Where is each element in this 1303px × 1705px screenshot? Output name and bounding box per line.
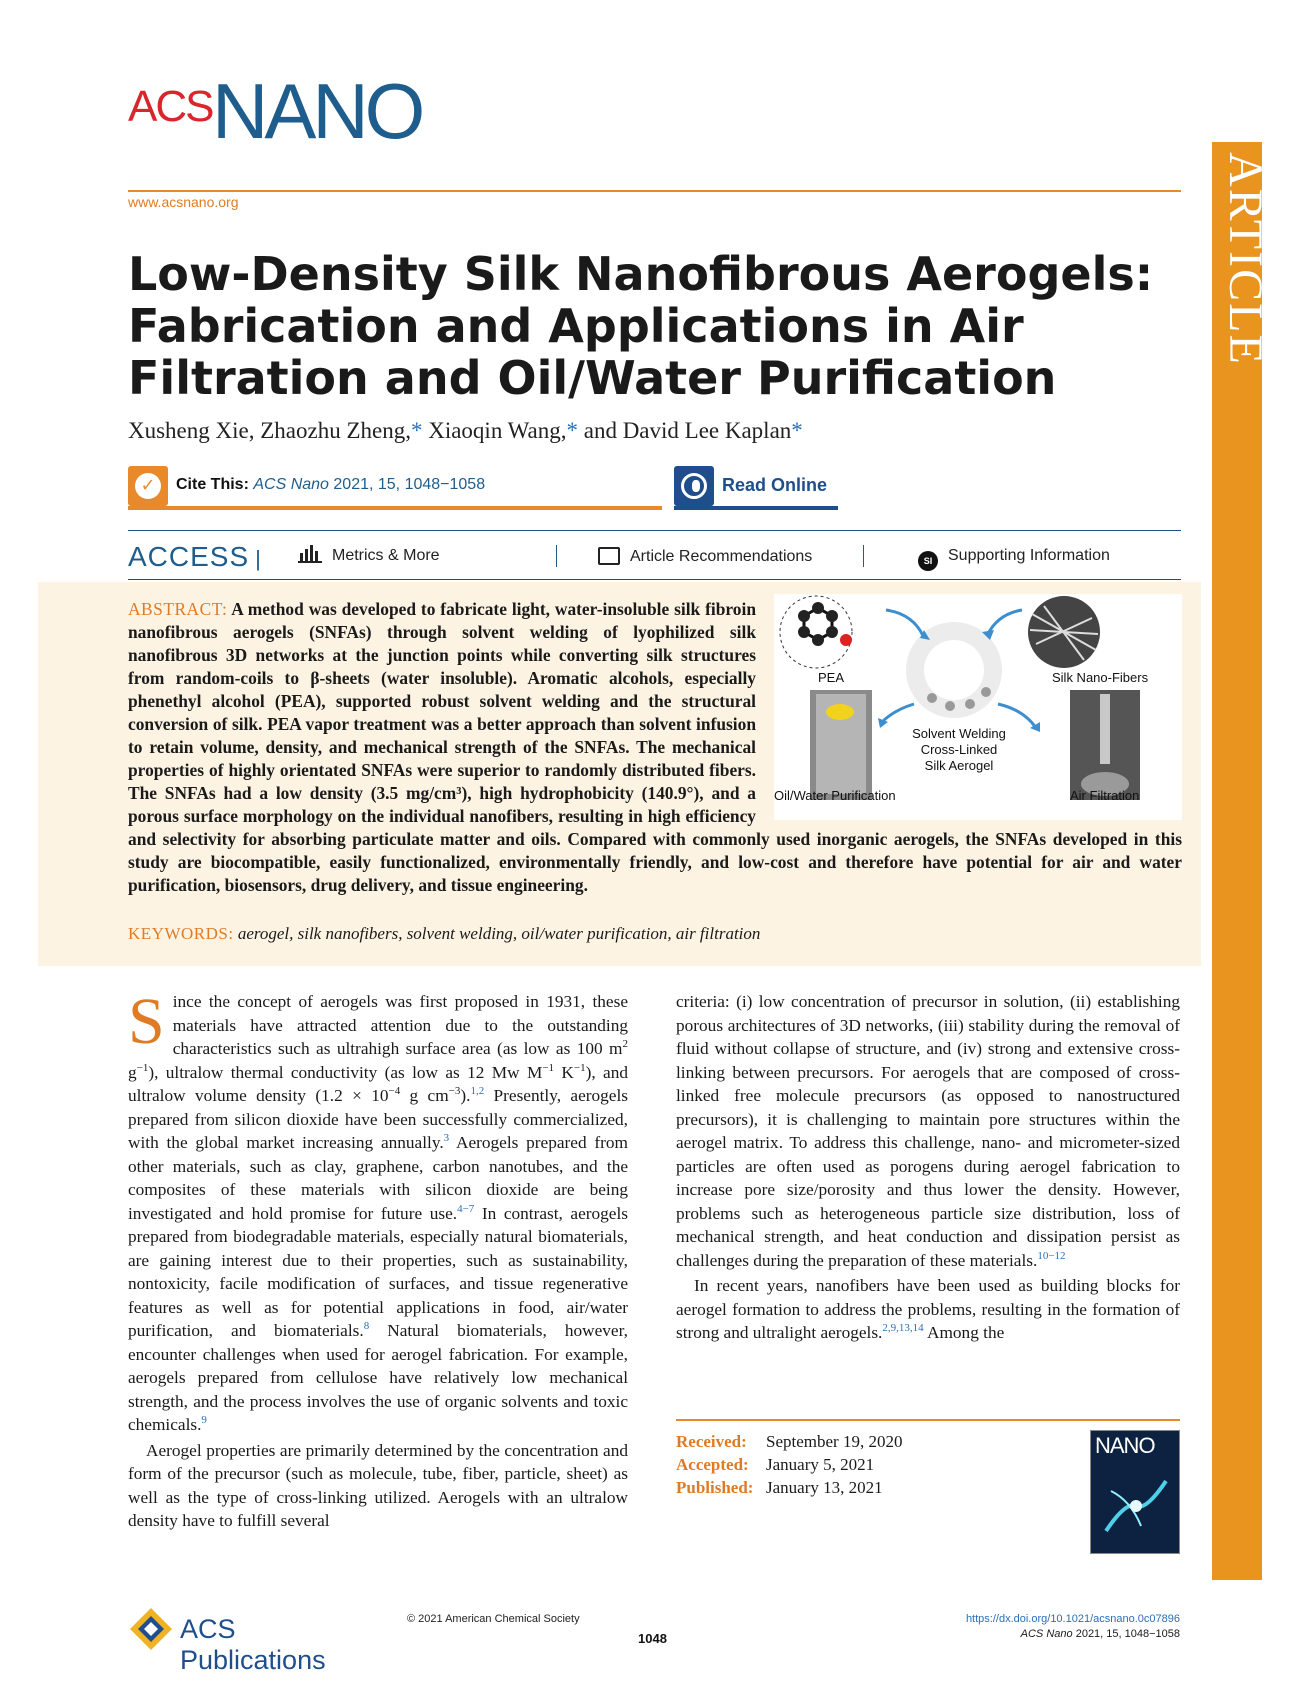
body-text: K (554, 1062, 574, 1082)
body-text: ), ultralow thermal conductivity (as low as 12 Mw M (148, 1062, 543, 1082)
access-label: ACCESS | (128, 541, 262, 573)
reference-link[interactable]: 9 (201, 1414, 207, 1427)
toc-label-center: Solvent Welding Cross-Linked Silk Aerogel (912, 726, 1006, 773)
reference-link[interactable]: 2,9,13,14 (882, 1322, 924, 1335)
journal-logo[interactable] (128, 67, 488, 155)
page-number: 1048 (638, 1631, 667, 1646)
cite-journal: ACS Nano (253, 476, 329, 493)
body-paragraph (128, 985, 628, 1437)
toc-label-pea: PEA (818, 670, 845, 685)
body-text: In contrast, aerogels prepared from biodegradable materials, especially natural biomaterials, are gaining interest due to their properties, such as sustainability, nontoxicity, facile modification of surfaces, and tissue regenerative features as well as for potential applications in food, air/water purification, and biomaterials. (128, 1203, 628, 1340)
date-value: September 19, 2020 (766, 1432, 903, 1451)
body-column-left (128, 985, 628, 1535)
footer-citation (966, 1627, 1180, 1642)
body-text: Among the (923, 1323, 1005, 1342)
toc-label-silk: Silk Nano-Fibers (1052, 670, 1149, 685)
footer-journal: ACS Nano (1020, 1628, 1073, 1640)
supporting-info-label: Supporting Information (948, 547, 1110, 564)
body-column-right (676, 990, 1180, 1347)
dates-rule (676, 1419, 1180, 1421)
date-label: Published: (676, 1478, 754, 1497)
bar-chart-icon (298, 547, 322, 563)
citation-text (176, 476, 485, 494)
body-text: ), and ultralow volume density (1.2 × 10 (128, 1062, 628, 1105)
section-tab (1212, 142, 1272, 1580)
section-tab-label: ARTICLE (1219, 152, 1272, 366)
cite-this-box[interactable] (128, 466, 662, 510)
acs-emblem-icon (128, 1606, 174, 1652)
footer-citation-details: 2021, 15, 1048−1058 (1075, 1628, 1180, 1640)
divider (556, 545, 557, 567)
corresponding-mark: * (410, 418, 423, 443)
superscript: −1 (542, 1061, 555, 1074)
date-label: Accepted: (676, 1455, 749, 1474)
cover-art (1101, 1471, 1171, 1541)
corresponding-mark: * (791, 418, 803, 443)
superscript: −3 (448, 1085, 461, 1098)
superscript: −1 (573, 1061, 586, 1074)
cite-details: 2021, 15, 1048−1058 (333, 476, 486, 493)
keywords-text: aerogel, silk nanofibers, solvent welding, oil/water purification, air filtration (237, 924, 761, 943)
acs-publications-logo[interactable] (128, 1606, 388, 1675)
abstract (128, 598, 1182, 897)
date-row (676, 1453, 902, 1476)
author-list (128, 418, 803, 444)
body-paragraph (676, 1274, 1180, 1345)
read-online-label: Read Online (722, 475, 828, 495)
toc-label-oil-water: Oil/Water Purification (774, 788, 896, 803)
document-icon (598, 547, 620, 565)
keywords (128, 924, 760, 944)
keywords-label: KEYWORDS: (128, 924, 234, 943)
body-text: Presently, aerogels prepared from silicon dioxide have been successfully commercialized, with the global market increasing annually. (128, 1086, 628, 1152)
reference-link[interactable]: 8 (363, 1320, 370, 1333)
logo-acs: ACS (128, 82, 213, 131)
author-name[interactable]: and David Lee Kaplan (583, 418, 792, 443)
logo-nano: NANO (212, 67, 422, 155)
globe-icon (674, 466, 714, 506)
site-url-link[interactable]: www.acsnano.org (128, 194, 239, 210)
access-bar (128, 530, 1181, 580)
toc-illustration (774, 594, 1182, 820)
corresponding-mark: * (566, 418, 578, 443)
body-paragraph (676, 990, 1180, 1272)
copyright: © 2021 American Chemical Society (407, 1613, 580, 1625)
header-rule (128, 190, 1181, 192)
body-text: g (128, 1062, 137, 1082)
body-text: g cm (400, 1086, 449, 1105)
author-name[interactable]: Xiaoqin Wang, (428, 418, 567, 443)
reference-link[interactable]: 3 (443, 1132, 450, 1145)
check-icon: ✓ (128, 466, 168, 506)
cover-title: NANO (1095, 1433, 1155, 1458)
date-value: January 13, 2021 (766, 1478, 883, 1497)
date-label: Received: (676, 1432, 747, 1451)
body-text: ). (460, 1086, 471, 1105)
author-name[interactable]: Xusheng Xie, (128, 418, 255, 443)
abstract-label: ABSTRACT: (128, 599, 228, 619)
recommendations-button[interactable] (598, 547, 812, 566)
metrics-label: Metrics & More (332, 547, 440, 564)
body-text: criteria: (i) low concentration of precursor in solution, (ii) establishing porous architectures of 3D networks, (iii) stability during the removal of fluid without collapse of structure, and (iv) strong and extensive cross-linking between precursors. For aerogels that are composed of cross-linked free molecule precursors (as opposed to nanostructured precursors), it is challenging to maintain pore structures within the aerogel matrix. To address this challenge, nano- and micrometer-sized particles are often used as porogens during aerogel fabrication to increase pore size/porosity and thus lower the density. However, problems such as heterogeneous particle size distribution, loss of mechanical strength, and heat conduction and dissipation persist as challenges during the preparation of these materials. (676, 992, 1180, 1270)
publication-dates (676, 1430, 902, 1499)
divider (863, 545, 864, 567)
date-value: January 5, 2021 (766, 1455, 875, 1474)
toc-graphic[interactable] (774, 594, 1182, 820)
superscript: 2 (622, 1038, 628, 1051)
doi-link[interactable]: https://dx.doi.org/10.1021/acsnano.0c07896 (965, 1613, 1180, 1625)
superscript: −4 (388, 1085, 401, 1098)
body-text: ince the concept of aerogels was first proposed in 1931, these materials have attracted attention due to the outstanding characteristics such as ultrahigh surface area (as low as 100 m (172, 992, 628, 1058)
reference-link[interactable]: 1,2 (470, 1085, 485, 1098)
body-text: Natural biomaterials, however, encounter challenges when used for aerogel fabrication. For example, aerogels prepared from cellulose have relatively low mechanical strength, and the process involves the use of organic solvents and toxic chemicals. (128, 1321, 628, 1434)
body-text: Aerogel properties are primarily determined by the concentration and form of the precursor (such as molecule, tube, fiber, particle, sheet) as well as the type of cross-linking utilized. Aerogels with an ultralow density have to fulfill several (128, 1440, 628, 1530)
read-online-button[interactable] (674, 466, 838, 510)
date-row (676, 1476, 902, 1499)
body-text: Aerogels prepared from other materials, such as clay, graphene, carbon nanotubes, and the composites of these materials with silicon dioxide are being investigated and hold promise for future use. (128, 1133, 628, 1223)
journal-cover-thumbnail[interactable] (1090, 1430, 1180, 1554)
drop-cap: S (128, 985, 165, 1058)
toc-label-air: Air Filtration (1070, 788, 1140, 803)
abstract-text: A method was developed to fabricate light, water-insoluble silk fibroin nanofibrous aerogels (SNFAs) through solvent welding of lyophilized silk nanofibrous 3D networks at the junction points while converting silk structures from random-coils to β-sheets (water insoluble). Aromatic alcohols, especially phenethyl alcohol (PEA), supported robust solvent welding and the structural conversion of silk. PEA vapor treatment was a better approach than solvent infusion to retain volume, density, and mechanical strength of the SNFAs. The mechanical properties of highly orientated SNFAs were superior to randomly distributed fibers. The SNFAs had a low density (3.5 mg/cm³), high hydrophobicity (140.9°), and a porous surface morphology on the individual nanofibers, resulting in high efficiency and selectivity for absorbing particulate matter and oils. Compared with commonly used inorganic aerogels, the SNFAs developed in this study are biocompatible, easily functionalized, environmentally friendly, and low-cost and therefore have potential for air and water purification, biosensors, drug delivery, and tissue engineering. (128, 599, 1182, 895)
si-icon: SI (918, 551, 938, 571)
superscript: −1 (136, 1061, 149, 1074)
recommendations-label: Article Recommendations (630, 548, 813, 565)
body-paragraph (128, 1439, 628, 1533)
body-text: In recent years, nanofibers have been used as building blocks for aerogel formation to address the problems, resulting in the formation of strong and ultralight aerogels. (676, 1276, 1180, 1342)
reference-link[interactable]: 4−7 (457, 1202, 475, 1215)
supporting-info-button[interactable] (918, 547, 1110, 571)
reference-link[interactable]: 10−12 (1037, 1249, 1066, 1262)
metrics-button[interactable] (298, 547, 440, 565)
article-title: Low-Density Silk Nanofibrous Aerogels: Fabrication and Applications in Air Filtration and Oil/Water Purification (128, 247, 1154, 405)
date-row (676, 1430, 902, 1453)
publisher-name: ACS Publications (180, 1614, 326, 1675)
author-name[interactable]: Zhaozhu Zheng, (260, 418, 411, 443)
cite-label: Cite This: (176, 476, 249, 493)
doi-block (966, 1612, 1180, 1642)
